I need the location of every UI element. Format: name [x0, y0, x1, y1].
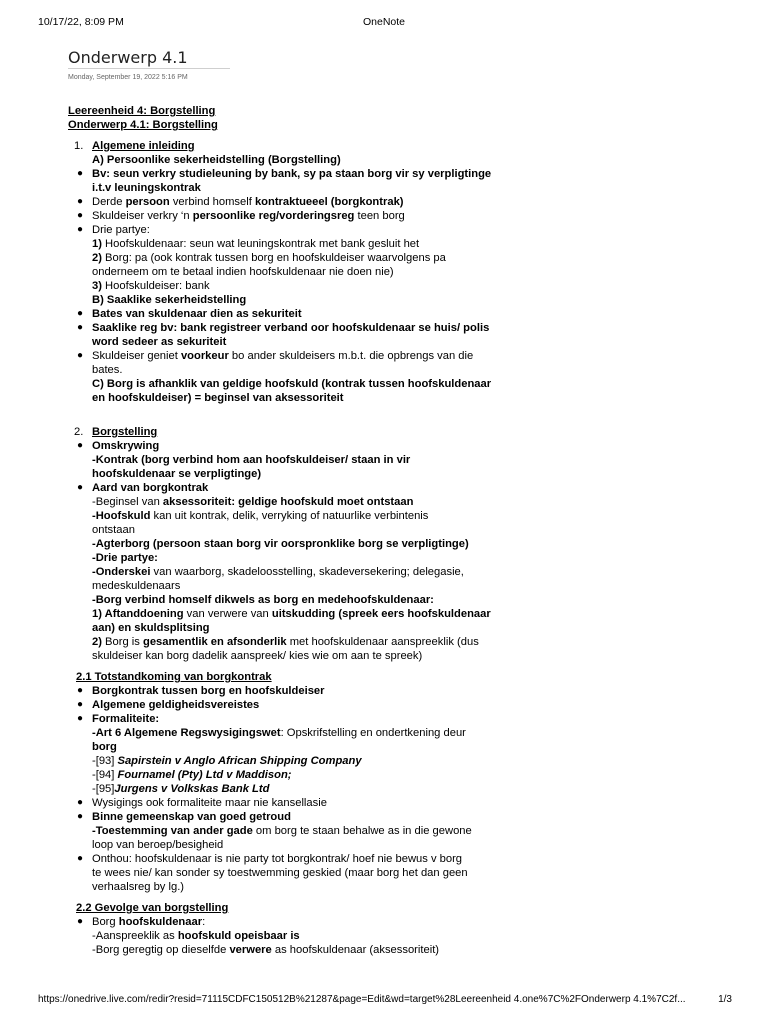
text-run: -Kontrak [92, 454, 138, 466]
text-line: en hoofskuldeiser) = beginsel van aksessoriteit [92, 392, 344, 404]
list-item [68, 307, 488, 321]
text-run: -[95] [92, 783, 115, 795]
text-run: Borg: pa (ook kontrak tussen borg en hoofskuldeiser waarvolgens pa [101, 252, 446, 264]
text-run: uitskudding (spreek eers hoofskuldenaar [271, 608, 491, 620]
text-line: i.t.v leuningskontrak [92, 182, 201, 194]
print-datetime: 10/17/22, 8:09 PM [38, 16, 124, 28]
text-line: word sedeer as sekuriteit [92, 336, 227, 348]
text-line: borg [92, 741, 117, 753]
section-number: 2. [74, 426, 84, 438]
bullet-icon: ● [77, 699, 84, 710]
bullet-icon: ● [77, 308, 84, 319]
text-run: persoonlike reg/vorderingsreg [192, 210, 355, 222]
text-line: Bv: seun verkry studieleuning by bank, sy pa staan borg vir sy verpligtinge [92, 168, 492, 180]
section-2-2-title: 2.2 Gevolge van borgstelling [76, 902, 229, 914]
bullet-icon: ● [77, 482, 84, 493]
section-2 [68, 425, 488, 439]
text-line: Aard van borgkontrak [92, 482, 209, 494]
bullet-icon: ● [77, 322, 84, 333]
list-item [68, 209, 488, 223]
text-run: -Beginsel van [92, 496, 163, 508]
text-run: van verwere van [183, 608, 272, 620]
list-item [68, 810, 488, 852]
list-item [68, 852, 488, 894]
text-run: Skuldeiser geniet [92, 350, 181, 362]
note-body [68, 104, 492, 957]
text-line: -Borg verbind homself dikwels as borg en medehoofskuldenaar: [92, 594, 434, 606]
section-title: Borgstelling [92, 426, 158, 438]
text-line: aan) en skuldsplitsing [92, 622, 210, 634]
page-date: Monday, September 19, 2022 5:16 PM [68, 74, 188, 81]
list-item [68, 321, 488, 349]
text-run: verwere [229, 944, 272, 956]
list-item [68, 439, 488, 481]
bullet-icon: ● [77, 853, 84, 864]
text-run: verbind homself [169, 196, 255, 208]
text-run: -Borg geregtig op dieselfde [92, 944, 230, 956]
list-item [68, 796, 488, 810]
text-run: Skuldeiser verkry ‘n [92, 210, 193, 222]
text-run: -[94] [92, 769, 118, 781]
text-run: 1) [92, 608, 105, 620]
subheading-b: B) Saaklike sekerheidstelling [92, 294, 247, 306]
text-line: verhaalsreg by lg.) [92, 881, 185, 893]
text-run: gesamentlik en afsonderlik [143, 636, 287, 648]
text-run: Fournamel (Pty) Ltd v Maddison; [117, 769, 292, 781]
list-item [68, 223, 488, 307]
section-number: 1. [74, 140, 84, 152]
text-run: met hoofskuldenaar aanspreeklik (dus [286, 636, 479, 648]
text-line: Saaklike reg bv: bank registreer verband oor hoofskuldenaar se huis/ polis [92, 322, 490, 334]
text-line: onderneem om te betaal indien hoofskuldenaar nie doen nie) [92, 266, 394, 278]
text-run: Borg is [101, 636, 143, 648]
list-item [68, 195, 488, 209]
text-line: -Drie partye: [92, 552, 158, 564]
list-item [68, 915, 488, 957]
list-item [68, 698, 488, 712]
bullet-icon: ● [77, 916, 84, 927]
text-run: 1) [92, 238, 102, 250]
text-run: Aftanddoening [104, 608, 184, 620]
text-run: -Toestemming van ander gade [92, 825, 253, 837]
text-line: Drie partye: [92, 224, 150, 236]
text-run: Sapirstein v Anglo African Shipping Company [117, 755, 362, 767]
app-name: OneNote [362, 16, 406, 28]
text-line: loop van beroep/besigheid [92, 839, 224, 851]
text-line: medeskuldenaars [92, 580, 181, 592]
text-run: : Opskrifstelling en ondertkening deur [280, 727, 466, 739]
text-run: -[93] [92, 755, 118, 767]
bullet-icon: ● [77, 713, 84, 724]
bullet-icon: ● [77, 196, 84, 207]
text-run: Hoofskuldenaar: seun wat leuningskontrak met bank gesluit het [101, 238, 420, 250]
text-run: hoofskuld opeisbaar is [177, 930, 300, 942]
bullet-icon: ● [77, 350, 84, 361]
topic-heading: Onderwerp 4.1: Borgstelling [68, 119, 218, 131]
bullet-icon: ● [77, 440, 84, 451]
text-run: -Hoofskuld [92, 510, 151, 522]
list-item [68, 349, 492, 405]
text-run: Derde [92, 196, 126, 208]
list-item [68, 167, 492, 195]
text-line: skuldeiser kan borg dadelik aanspreek/ kies wie om aan te spreek) [92, 650, 423, 662]
unit-heading: Leereenheid 4: Borgstelling [68, 105, 216, 117]
text-run: bo ander skuldeisers m.b.t. die opbrengs van die [228, 350, 474, 362]
text-line: -Agterborg (persoon staan borg vir oorspronklike borg se verpligtinge) [92, 538, 469, 550]
text-run: (borg verbind hom aan hoofskuldeiser/ staan in vir [138, 454, 411, 466]
text-run: 2) [92, 252, 102, 264]
text-line: hoofskuldenaar se verpligtinge) [92, 468, 262, 480]
list-item [68, 481, 491, 663]
text-run: C) [92, 378, 104, 390]
text-run: persoon [125, 196, 170, 208]
text-run: 3) [92, 280, 102, 292]
text-line: te wees nie/ kan sonder sy toestwemming geskied (maar borg het dan geen [92, 867, 468, 879]
text-run: : [202, 916, 206, 928]
list-item [68, 684, 488, 698]
text-line: Onthou: hoofskuldenaar is nie party tot borgkontrak/ hoef nie bewus v borg [92, 853, 463, 865]
text-run: om borg te staan behalwe as in die gewone [252, 825, 472, 837]
text-run: aksessoriteit: geldige hoofskuld moet ontstaan [162, 496, 414, 508]
bullet-icon: ● [77, 811, 84, 822]
bullet-icon: ● [77, 685, 84, 696]
text-line: Algemene geldigheidsvereistes [92, 699, 260, 711]
text-run: teen borg [354, 210, 405, 222]
text-run: hoofskuldenaar [118, 916, 203, 928]
page-number: 1/3 [718, 994, 732, 1005]
text-line: Omskrywing [92, 440, 160, 452]
page-url: https://onedrive.live.com/redir?resid=71115CDFC150512B%21287&page=Edit&wd=target%28Leereenheid 4.one%7C%2FOnderwerp 4.1%7C2f... [38, 994, 686, 1005]
text-run: as hoofskuldenaar (aksessoriteit) [271, 944, 440, 956]
bullet-icon: ● [77, 224, 84, 235]
bullet-icon: ● [77, 168, 84, 179]
text-run: kan uit kontrak, delik, verryking of natuurlike verbintenis [150, 510, 429, 522]
page-title: Onderwerp 4.1 [68, 48, 188, 67]
text-run: Hoofskuldeiser: bank [101, 280, 210, 292]
subheading-a: A) Persoonlike sekerheidstelling (Borgstelling) [92, 154, 341, 166]
section-1 [68, 139, 488, 153]
text-line: Binne gemeenskap van goed getroud [92, 811, 291, 823]
text-line: Borgkontrak tussen borg en hoofskuldeiser [92, 685, 325, 697]
bullet-icon: ● [77, 210, 84, 221]
text-line: ontstaan [92, 524, 135, 536]
text-run: van waarborg, skadeloosstelling, skadeversekering; delegasie, [150, 566, 464, 578]
text-run: -Onderskei [92, 566, 151, 578]
text-run: voorkeur [180, 350, 229, 362]
title-underline [68, 68, 230, 69]
text-run: 2) [92, 636, 102, 648]
bullet-icon: ● [77, 797, 84, 808]
text-line: Bates van skuldenaar dien as sekuriteit [92, 308, 302, 320]
text-run: Borg is afhanklik van geldige hoofskuld (kontrak tussen hoofskuldenaar [103, 378, 492, 390]
text-run: Jurgens v Volkskas Bank Ltd [114, 783, 270, 795]
text-line: bates. [92, 364, 123, 376]
text-line: Wysigings ook formaliteite maar nie kansellasie [92, 797, 327, 809]
list-item [68, 712, 488, 796]
text-line: Formaliteite: [92, 713, 160, 725]
text-run: kontraktueeel (borgkontrak) [254, 196, 404, 208]
section-2-1-title: 2.1 Totstandkoming van borgkontrak [76, 671, 272, 683]
section-title: Algemene inleiding [92, 140, 195, 152]
text-run: -Art 6 Algemene Regswysigingswet [92, 727, 281, 739]
text-run: Borg [92, 916, 119, 928]
text-run: -Aanspreeklik as [92, 930, 178, 942]
